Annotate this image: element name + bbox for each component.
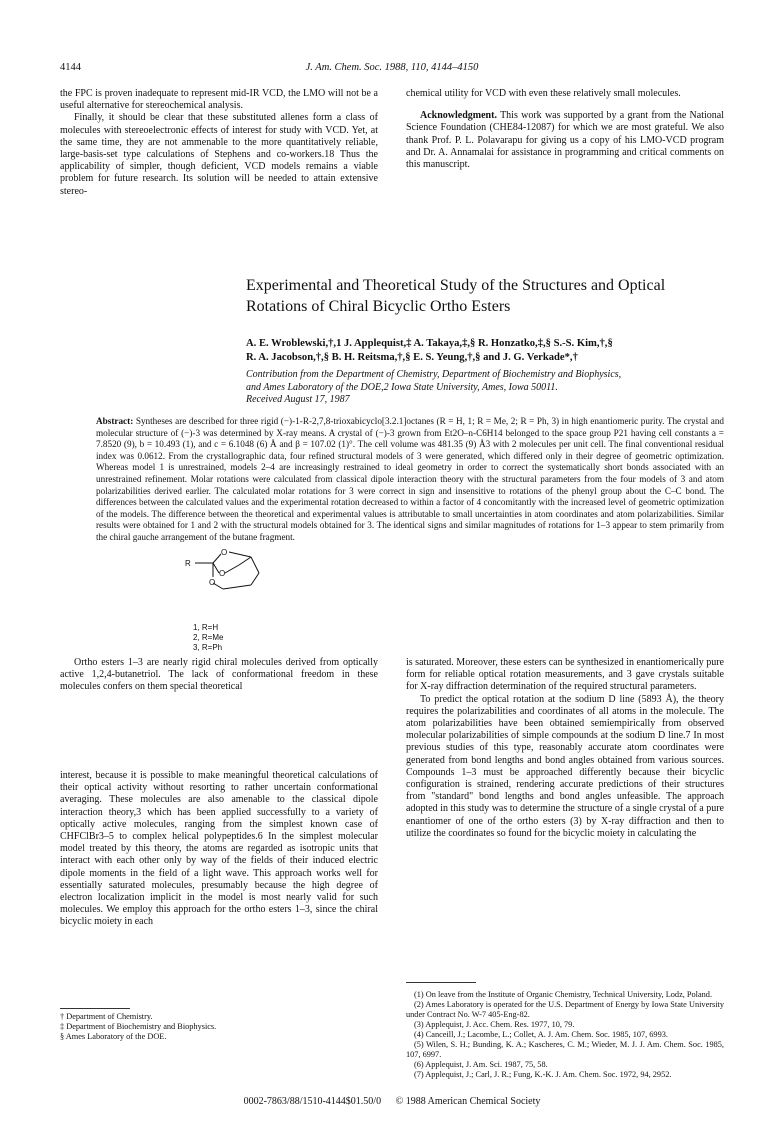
body-left-column-bottom (60, 770, 378, 929)
reference: (3) Applequist, J. Acc. Chem. Res. 1977, 10, 79. (414, 1020, 575, 1029)
affiliation-line: and Ames Laboratory of the DOE,2 Iowa State University, Ames, Iowa 50011. (246, 381, 558, 393)
body-right-column (406, 657, 724, 840)
body-paragraph: interest, because it is possible to make meaningful theoretical calculations of their optical activity without resorting to rather uncertain conformational averaging. These molecules are also amenable to the classical dipole interaction theory,3 which has been applied successfully to a variety of optically active molecules, ranging from the simplest known case of CHFClBr3–5 to complex helical polypeptides.6 In the simplest molecular model treated by this theory, the atoms are regarded as isotropic units that interact with each other only by way of the fields of their induced electric dipole moments in the field of a light wave. This approach works well for essentially saturated molecules, presumably because the high degree of electron localization implicit in the model is most nearly valid for such molecules. We employ this approach for the ortho esters 1–3, since the chiral bicyclic moiety in each (60, 770, 378, 928)
prev-paragraph-end: chemical utility for VCD with even these relatively small molecules. (406, 88, 681, 99)
reference: (7) Applequist, J.; Carl, J. R.; Fung, K.-K. J. Am. Chem. Soc. 1972, 94, 2952. (414, 1070, 672, 1079)
abstract (96, 416, 724, 544)
acknowledgment-label: Acknowledgment. (420, 110, 497, 122)
journal-citation: J. Am. Chem. Soc. 1988, 110, 4144–4150 (305, 62, 479, 73)
body-paragraph: To predict the optical rotation at the sodium D line (5893 Å), the theory requires the polarizabilities and coordinates of all atoms in the molecule. The atom polarizabilities have been obtained semiempirically from observed molecular polarizabilities of simple compounds at the sodium D line.7 In most previous studies of this type, reasonably accurate atom coordinates were generated from bond lengths and bond angles obtained from various sources. Compounds 1–3 must be approached differently because their bicyclic configuration is strained, rendering accurate predictions of their structures from "standard" bond lengths and bond angles unfeasible. The approach adopted in this study was to determine the structure of a single crystal of a pure enantiomer of one of the ortho esters (3) by X-ray diffraction and then to utilize the coordinates so found for the bicyclic moiety in calculating the (406, 693, 724, 839)
author-line: R. A. Jacobson,†,§ B. H. Reitsma,†,§ E. S. Yeung,†,§ and J. G. Verkade*,† (246, 351, 578, 363)
bicyclic-structure-drawing (183, 543, 283, 623)
page-number: 4144 (60, 62, 81, 73)
footnote: † Department of Chemistry. (60, 1012, 153, 1021)
copyright: © 1988 American Chemical Society (395, 1096, 541, 1107)
affiliation (246, 369, 726, 407)
author-line: A. E. Wroblewski,†,1 J. Applequist,‡ A. Takaya,‡,§ R. Honzatko,‡,§ S.-S. Kim,†,§ (246, 338, 613, 349)
footnote: § Ames Laboratory of the DOE. (60, 1032, 167, 1041)
prev-paragraph: Finally, it should be clear that these substituted allenes form a class of molecules with stereoelectronic effects of interest for study with VCD. Yet, at the same time, they are not ammenable to the more quantitatively reliable, large-basis-set type calculations of Stephens and co-workers.18 Thus the applicability of simpler, though deficient, VCD models remains a viable problem for future research. Its solution will be needed to attain extensive stereo- (60, 112, 378, 197)
reference: (5) Wilen, S. H.; Bunding, K. A.; Kascheres, C. M.; Wieder, M. J. J. Am. Chem. Soc. 1985, 107, 6997. (406, 1040, 724, 1059)
article-code: 0002-7863/88/1510-4144$01.50/0 (243, 1096, 382, 1107)
prev-article-right-column (406, 88, 724, 171)
prev-paragraph: the FPC is proven inadequate to represent mid-IR VCD, the LMO will not be a useful alternative for stereochemical analysis. (60, 88, 378, 112)
body-paragraph: Ortho esters 1–3 are nearly rigid chiral molecules derived from optically active 1,2,4-butanetriol. The lack of conformational freedom in these molecules confers on them special theoretical (60, 657, 378, 693)
footnote: ‡ Department of Biochemistry and Biophysics. (60, 1022, 217, 1031)
r-label: R (185, 559, 191, 568)
abstract-label: Abstract: (96, 416, 134, 426)
compound-caption: 3, R=Ph (193, 643, 223, 652)
author-list (246, 337, 724, 364)
reference-rule (406, 982, 476, 983)
body-paragraph: is saturated. Moreover, these esters can be synthesized in enantiomerically pure form for reliable optical rotation measurements, and 3 gave crystals suitable for X-ray diffraction determination of the required structural parameters. (406, 657, 724, 693)
received-date: Received August 17, 1987 (246, 394, 350, 405)
acknowledgment-text: This work was supported by a grant from the National Science Foundation (CHE84-12087) for which we are most grateful. We also thank Prof. P. L. Polavarapu for giving us a copy of his LMO-VCD program and Dr. A. Annamalai for assistance in programming and critical comments on this manuscript. (406, 110, 724, 171)
footnote-rule (60, 1008, 130, 1009)
oxygen-bottom-label: O (209, 578, 216, 587)
prev-article-left-column (60, 88, 378, 198)
running-head (60, 62, 724, 78)
affiliation-footnotes (60, 1012, 378, 1042)
reference: (2) Ames Laboratory is operated for the U.S. Department of Energy by Iowa State University under Contract No. W-7 405-Eng-82. (406, 1000, 724, 1019)
affiliation-line: Contribution from the Department of Chemistry, Department of Biochemistry and Biophysics, (246, 369, 622, 380)
page-footer (60, 1096, 724, 1107)
oxygen-top-label: O (221, 548, 228, 557)
abstract-text: Syntheses are described for three rigid (−)-1-R-2,7,8-trioxabicyclo[3.2.1]octanes (R = H, 1; R = Me, 2; R = Ph, 3) in high enantiomeric purity. The crystal and molecular structure of (−)-3 was determined by X-ray means. A crystal of (−)-3 grown from Et2O–n-C6H14 belonged to the space group P21 having cell constants a = 7.8520 (9), b = 10.493 (1), and c = 6.1048 (6) Å and β = 107.02 (1)°. The cell volume was 481.35 (9) Å3 with 2 molecules per unit cell. The final conventional residual index was 0.0612. From the crystallographic data, four refined structural models of 3 were generated, which differed only in their degree of geometric optimization. Whereas model 1 is unrestrained, models 2–4 are increasingly restrained to ideal geometry in order to correct the systematically short bonds associated with an unrestrained refinement. Molar rotations were calculated from classical dipole interaction theory with the structural parameters from the four models of 3 and atom polarizabilities derived earlier. The calculated molar rotations for 3 were correct in sign and insensitive to rotations of the phenyl group about the C–C bond. The differences between the calculated values and the experimental rotation decreased to within a factor of 4 concomitantly with the increased level of geometric optimization of the models. The difference between the theoretical and experimental values is attributable to small uncertainties in atom coordinates and atom polarizabilities. Similar results were obtained for 1 and 2 with the structural models obtained for 3. The identical signs and similar magnitudes of rotations for 1–3 appear to stem primarily from the chiral gauche arrangement of the butane fragment. (96, 416, 725, 542)
body-left-column-top (60, 657, 378, 694)
reference: (4) Canceill, J.; Lacombe, L.; Collet, A. J. Am. Chem. Soc. 1985, 107, 6993. (414, 1030, 668, 1039)
article-title: Experimental and Theoretical Study of the Structures and Optical Rotations of Chiral Bicyclic Ortho Esters (246, 277, 666, 315)
acknowledgment (406, 110, 724, 171)
compound-caption: 2, R=Me (193, 633, 224, 642)
oxygen-mid-label: O (219, 569, 226, 578)
reference: (6) Applequist, J. Am. Sci. 1987, 75, 58. (414, 1060, 548, 1069)
reference-list (406, 990, 724, 1080)
reference: (1) On leave from the Institute of Organic Chemistry, Technical University, Lodz, Poland. (414, 990, 713, 999)
compound-caption: 1, R=H (193, 623, 219, 632)
ortho-ester-structure (183, 543, 283, 661)
